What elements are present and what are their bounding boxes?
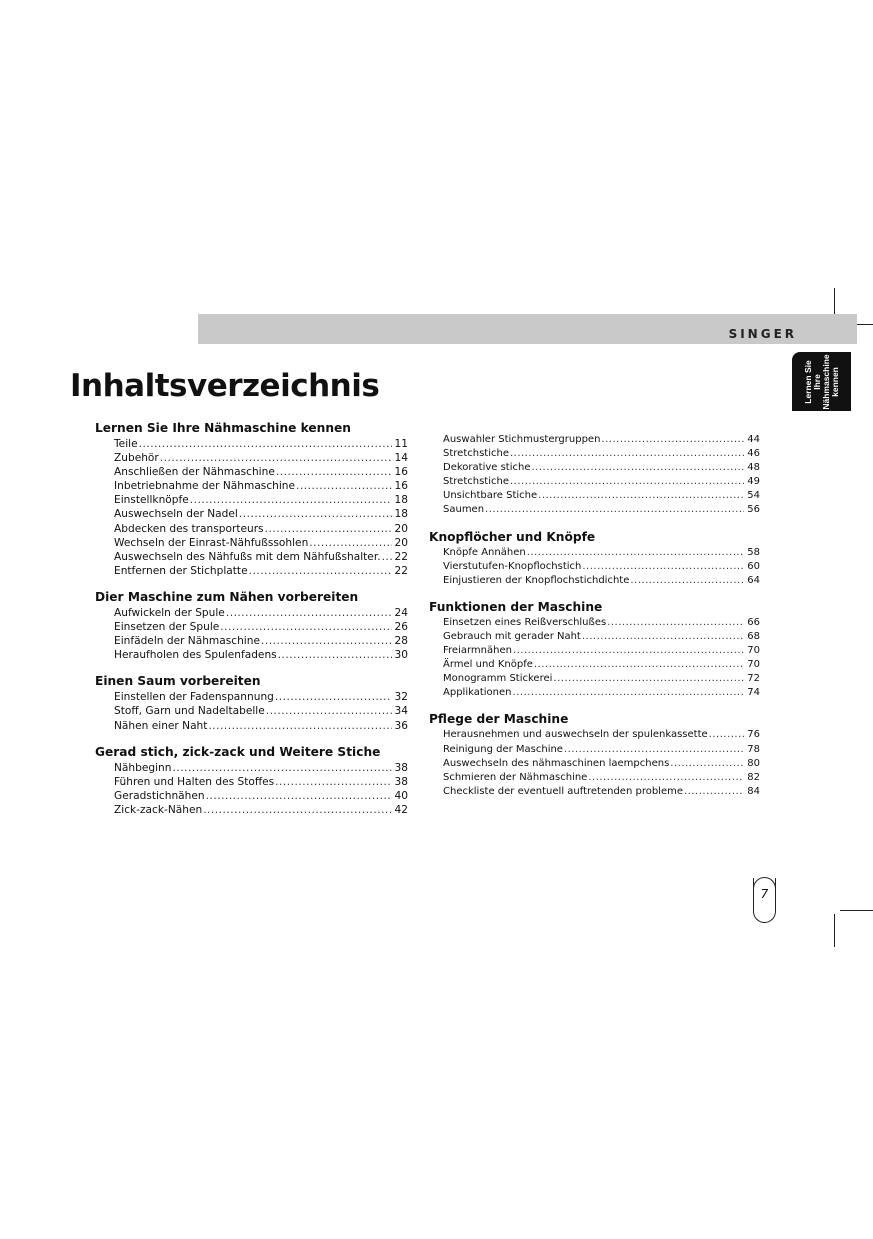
toc-entry-title: Applikationen: [443, 687, 512, 699]
section-heading: Einen Saum vorbereiten: [95, 674, 261, 689]
dot-leader: [553, 672, 744, 686]
dot-leader: [684, 785, 744, 799]
toc-entry-page: 58: [747, 546, 760, 558]
toc-section: [429, 433, 760, 518]
toc-entry[interactable]: [429, 574, 760, 588]
toc-entry-title: Herausnehmen und auswechseln der spulenkassette: [443, 729, 708, 741]
page-number: 7: [760, 887, 769, 901]
toc-entry-title: Vierstutufen-Knopflochstich: [443, 560, 582, 572]
toc-entry[interactable]: [429, 644, 760, 658]
toc-entry-page: 60: [747, 560, 760, 572]
toc-entry-title: Einstellknöpfe: [114, 494, 189, 507]
toc-entry-title: Zick-zack-Nähen: [114, 803, 203, 816]
toc-entry-page: 18: [394, 508, 408, 521]
toc-entry[interactable]: [95, 620, 408, 634]
toc-entry-page: 11: [394, 438, 408, 450]
toc-entry-page: 14: [394, 452, 408, 465]
dot-leader: [265, 522, 392, 536]
toc-entry-title: Freiarmnähen: [443, 645, 512, 657]
toc-entry[interactable]: [429, 546, 760, 560]
toc-entry-page: 38: [394, 775, 408, 788]
chapter-tab: [792, 352, 851, 411]
dot-leader: [139, 437, 392, 451]
dot-leader: [309, 536, 391, 550]
toc-entry-title: Einsetzen der Spule: [114, 621, 220, 634]
toc-entry[interactable]: [95, 648, 408, 662]
toc-entry-page: 16: [394, 480, 408, 493]
dot-leader: [226, 606, 392, 620]
toc-entry[interactable]: [429, 630, 760, 644]
toc-entry-page: 36: [394, 719, 408, 732]
toc-entry-title: Saumen: [443, 504, 485, 516]
toc-entry-page: 42: [394, 803, 408, 816]
toc-entry-title: Wechseln der Einrast-Nähfußssohlen: [114, 536, 309, 549]
dot-leader: [564, 743, 744, 757]
toc-entry[interactable]: [95, 803, 408, 817]
section-heading: Pflege der Maschine: [429, 712, 569, 727]
dot-leader: [276, 465, 392, 479]
toc-entry[interactable]: [95, 465, 408, 479]
toc-entry[interactable]: [95, 522, 408, 536]
toc-section: [95, 745, 408, 817]
toc-entry-page: 46: [747, 448, 760, 460]
toc-entry-page: 22: [394, 564, 408, 577]
brand-logo: SINGER: [728, 327, 797, 341]
dot-leader: [220, 620, 391, 634]
toc-entry[interactable]: [429, 743, 760, 757]
toc-entry-page: 68: [747, 630, 760, 642]
toc-entry[interactable]: [429, 503, 760, 517]
toc-entry[interactable]: [95, 606, 408, 620]
toc-entry-title: Auswechseln der Nadel: [114, 508, 238, 521]
toc-entry-title: Stoff, Garn und Nadeltabelle: [114, 705, 265, 718]
toc-entry[interactable]: [429, 616, 760, 630]
toc-entry[interactable]: [429, 686, 760, 700]
toc-entry-title: Auswahler Stichmustergruppen: [443, 434, 601, 445]
toc-entry-title: Auswechseln des nähmaschinen laempchens: [443, 757, 670, 769]
dot-leader: [208, 719, 391, 733]
dot-leader: [249, 564, 392, 578]
toc-entry[interactable]: [429, 433, 760, 447]
page-number-box: [753, 878, 776, 923]
toc-entry-title: Knöpfe Annähen: [443, 546, 526, 558]
toc-entry-page: 82: [747, 771, 760, 783]
toc-entry-title: Anschließen der Nähmaschine: [114, 466, 275, 479]
toc-entry-title: Monogramm Stickerei: [443, 673, 553, 685]
toc-entry-title: Teile: [114, 438, 138, 450]
toc-entry-title: Einsetzen eines Reißverschlußes: [443, 616, 607, 628]
dot-leader: [582, 630, 744, 644]
toc-entry[interactable]: [95, 719, 408, 733]
toc-entry-title: Unsichtbare Stiche: [443, 490, 538, 502]
toc-entry-title: Geradstichnähen: [114, 789, 205, 802]
toc-section: [95, 674, 408, 732]
toc-entry[interactable]: [429, 489, 760, 503]
crop-mark-top-horizontal: [857, 324, 873, 325]
toc-entry-page: 34: [394, 705, 408, 718]
toc-entry-title: Aufwickeln der Spule: [114, 606, 225, 619]
toc-entry-title: Checkliste der eventuell auftretenden probleme: [443, 785, 684, 797]
toc-left-column: [95, 421, 408, 829]
toc-entry-title: Einjustieren der Knopflochstichdichte: [443, 574, 630, 586]
toc-entry-page: 54: [747, 490, 760, 502]
toc-entry-page: 48: [747, 462, 760, 474]
toc-entry[interactable]: [95, 507, 408, 521]
toc-entry-title: Abdecken des transporteurs: [114, 522, 264, 535]
toc-entry[interactable]: [95, 690, 408, 704]
dot-leader: [534, 658, 744, 672]
dot-leader: [532, 461, 745, 475]
dot-leader: [382, 550, 392, 564]
dot-leader: [527, 546, 745, 560]
toc-entry[interactable]: [429, 461, 760, 475]
dot-leader: [601, 433, 744, 447]
section-heading: Knopflöcher und Knöpfe: [429, 529, 596, 544]
toc-entry-page: 18: [394, 494, 408, 507]
toc-entry[interactable]: [429, 728, 760, 742]
toc-entry[interactable]: [429, 757, 760, 771]
chapter-tab-label: Lernen Sie Ihre Nähmaschine kennen: [802, 353, 840, 410]
toc-entry-page: 30: [394, 649, 408, 662]
dot-leader: [510, 475, 744, 489]
toc-entry[interactable]: [95, 775, 408, 789]
toc-entry-page: 24: [394, 606, 408, 619]
dot-leader: [588, 771, 744, 785]
dot-leader: [709, 728, 745, 742]
dot-leader: [239, 507, 392, 521]
toc-entry-title: Auswechseln des Nähfußs mit dem Nähfußshalter.: [114, 550, 381, 563]
dot-leader: [266, 704, 392, 718]
dot-leader: [510, 447, 744, 461]
dot-leader: [160, 451, 392, 465]
toc-entry-title: Entfernen der Stichplatte: [114, 564, 248, 577]
toc-entry[interactable]: [95, 493, 408, 507]
toc-entry[interactable]: [95, 479, 408, 493]
toc-entry-title: Ärmel und Knöpfe: [443, 659, 533, 671]
toc-entry-title: Nähen einer Naht: [114, 719, 208, 732]
toc-section: [429, 600, 760, 701]
crop-mark-bottom-horizontal: [840, 910, 873, 911]
dot-leader: [670, 757, 744, 771]
toc-entry-page: 66: [747, 616, 760, 628]
toc-right-column: [429, 433, 760, 811]
toc-entry[interactable]: [429, 560, 760, 574]
toc-entry[interactable]: [95, 761, 408, 775]
toc-entry-page: 32: [394, 691, 408, 704]
dot-leader: [485, 503, 744, 517]
toc-entry-page: 76: [747, 729, 760, 741]
toc-entry-title: Stretchstiche: [443, 448, 509, 460]
dot-leader: [203, 803, 391, 817]
toc-section: [95, 421, 408, 578]
dot-leader: [190, 493, 392, 507]
toc-entry-page: 49: [747, 476, 760, 488]
toc-entry-page: 64: [747, 574, 760, 586]
toc-entry[interactable]: [95, 451, 408, 465]
toc-entry-title: Stretchstiche: [443, 476, 509, 488]
toc-entry-page: 26: [394, 621, 408, 634]
toc-entry-title: Heraufholen des Spulenfadens: [114, 649, 277, 662]
toc-entry-title: Reinigung der Maschine: [443, 743, 563, 755]
toc-entry-title: Nähbeginn: [114, 761, 172, 774]
toc-entry-page: 70: [747, 659, 760, 671]
section-heading: Funktionen der Maschine: [429, 599, 603, 614]
toc-entry[interactable]: [429, 658, 760, 672]
toc-entry-page: 74: [747, 687, 760, 699]
section-heading: Gerad stich, zick-zack und Weitere Stiche: [95, 744, 381, 759]
dot-leader: [630, 574, 744, 588]
toc-entry-page: 80: [747, 757, 760, 769]
toc-entry[interactable]: [95, 634, 408, 648]
toc-entry-title: Inbetriebnahme der Nähmaschine: [114, 480, 296, 493]
toc-entry-page: 40: [394, 789, 408, 802]
toc-entry-page: 84: [747, 785, 760, 797]
dot-leader: [512, 686, 744, 700]
dot-leader: [607, 616, 744, 630]
toc-section: [429, 530, 760, 588]
toc-entry-title: Zubehör: [114, 452, 159, 465]
dot-leader: [172, 761, 391, 775]
toc-entry-page: 20: [394, 536, 408, 549]
dot-leader: [296, 479, 391, 493]
crop-mark-bottom-vertical: [834, 914, 835, 947]
toc-entry-page: 70: [747, 645, 760, 657]
dot-leader: [278, 648, 392, 662]
toc-entry-page: 72: [747, 673, 760, 685]
toc-entry[interactable]: [429, 771, 760, 785]
toc-entry[interactable]: [429, 475, 760, 489]
toc-entry[interactable]: [429, 785, 760, 799]
dot-leader: [513, 644, 744, 658]
toc-entry-page: 16: [394, 466, 408, 479]
dot-leader: [261, 634, 392, 648]
toc-entry[interactable]: [95, 550, 408, 564]
section-heading: Dier Maschine zum Nähen vorbereiten: [95, 589, 359, 604]
toc-entry-title: Gebrauch mit gerader Naht: [443, 630, 581, 642]
toc-entry[interactable]: [95, 536, 408, 550]
toc-section: [429, 712, 760, 798]
toc-entry-title: Einstellen der Fadenspannung: [114, 691, 274, 704]
dot-leader: [206, 789, 392, 803]
toc-entry[interactable]: [95, 704, 408, 718]
toc-entry[interactable]: [429, 447, 760, 461]
dot-leader: [582, 560, 744, 574]
toc-entry-page: 38: [394, 761, 408, 774]
toc-entry-page: 56: [747, 504, 760, 516]
dot-leader: [275, 690, 392, 704]
toc-entry-page: 22: [394, 550, 408, 563]
toc-entry[interactable]: [429, 672, 760, 686]
toc-entry[interactable]: [95, 789, 408, 803]
page-title: Inhaltsverzeichnis: [70, 368, 380, 404]
toc-entry-page: 78: [747, 743, 760, 755]
toc-entry-title: Einfädeln der Nähmaschine: [114, 635, 260, 648]
toc-section: [95, 590, 408, 662]
toc-entry-title: Führen und Halten des Stoffes: [114, 775, 275, 788]
toc-entry-title: Schmieren der Nähmaschine: [443, 771, 588, 783]
toc-entry[interactable]: [95, 437, 408, 451]
toc-entry-page: 20: [394, 522, 408, 535]
toc-entry-page: 44: [747, 434, 760, 445]
section-heading: Lernen Sie Ihre Nähmaschine kennen: [95, 421, 351, 435]
toc-entry-title: Dekorative stiche: [443, 462, 531, 474]
dot-leader: [538, 489, 744, 503]
dot-leader: [275, 775, 391, 789]
toc-entry-page: 28: [394, 635, 408, 648]
toc-entry[interactable]: [95, 564, 408, 578]
